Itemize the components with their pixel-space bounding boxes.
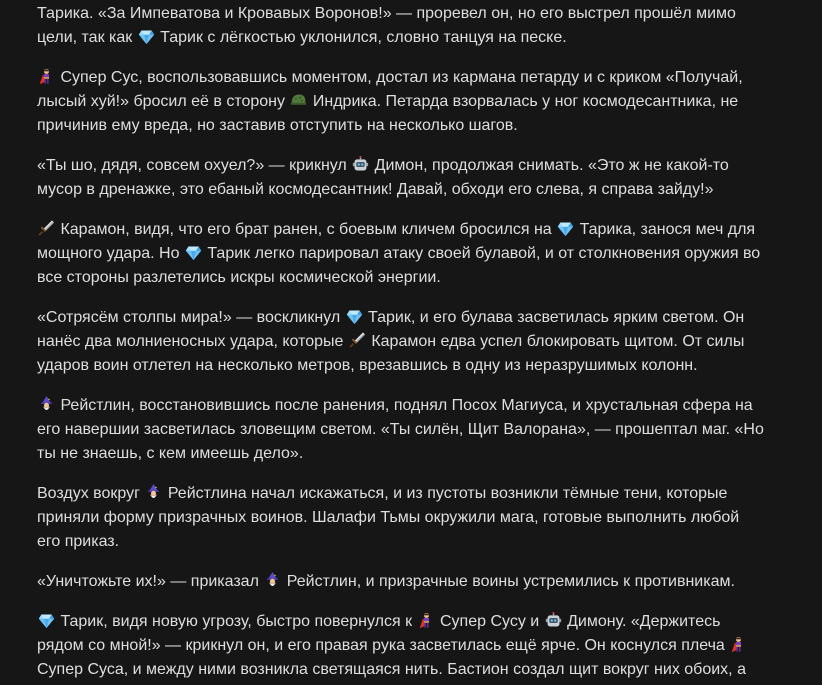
paragraph-line <box>37 242 785 266</box>
dagger-icon <box>38 220 55 237</box>
paragraph-line <box>37 634 785 658</box>
text-run: Тарик, и его булава засветилась ярким светом. Он <box>363 309 745 326</box>
text-run: ты не знаешь, с кем имеешь дело». <box>37 445 304 462</box>
story-paragraph <box>37 2 785 50</box>
text-run: Тарик, видя новую угрозу, быстро повернулся к <box>56 613 417 630</box>
mage-icon <box>145 484 162 501</box>
paragraph-line <box>37 178 785 202</box>
paragraph-line <box>37 394 785 418</box>
text-run: Тарика, занося меч для <box>575 221 756 238</box>
dagger-icon <box>349 332 366 349</box>
paragraph-line <box>37 658 785 682</box>
text-run: все стороны разлетелись искры космической энергии. <box>37 269 441 286</box>
text-run: Тарик с лёгкостью уклонился, словно танцуя на песке. <box>155 29 567 46</box>
paragraph-line <box>37 570 785 594</box>
text-run: его навершии засветилась зловещим светом. «Ты силён, Щит Валорана», — прошептал маг. «Но <box>37 421 764 438</box>
paragraph-line <box>37 354 785 378</box>
gem-icon <box>557 220 574 237</box>
paragraph-line <box>37 506 785 530</box>
superhero-icon <box>730 636 747 653</box>
robot-icon <box>545 612 562 629</box>
story-paragraph <box>37 218 785 290</box>
paragraph-line <box>37 114 785 138</box>
paragraph-line <box>37 442 785 466</box>
text-run: Рейстлин, и призрачные воины устремились к противникам. <box>282 573 735 590</box>
text-run: Рейстлина начал искажаться, и из пустоты возникли тёмные тени, которые <box>163 485 728 502</box>
story-paragraph <box>37 66 785 138</box>
story-paragraph <box>37 482 785 554</box>
text-run: Рейстлин, восстановившись после ранения, поднял Посох Магиуса, и хрустальная сфера на <box>56 397 753 414</box>
paragraph-line <box>37 2 785 26</box>
text-run: Карамон, видя, что его брат ранен, с боевым кличем бросился на <box>56 221 557 238</box>
story-paragraph <box>37 610 785 682</box>
text-run: «Ты шо, дядя, совсем охуел?» — крикнул <box>37 157 352 174</box>
superhero-icon <box>38 68 55 85</box>
text-run: Супер Сус, воспользовавшись моментом, достал из кармана петарду и с криком «Получай, <box>56 69 743 86</box>
gem-icon <box>346 308 363 325</box>
text-run: Димону. «Держитесь <box>562 613 721 630</box>
mage-icon <box>38 396 55 413</box>
paragraph-line <box>37 66 785 90</box>
gem-icon <box>38 612 55 629</box>
text-run: приняли форму призрачных воинов. Шалафи Тьмы окружили мага, готовые выполнить любой <box>37 509 740 526</box>
text-run: его приказ. <box>37 533 120 550</box>
story-paragraph <box>37 394 785 466</box>
text-run: «Уничтожьте их!» — приказал <box>37 573 264 590</box>
superhero-icon <box>418 612 435 629</box>
paragraph-line <box>37 90 785 114</box>
paragraph-line <box>37 218 785 242</box>
text-run: Димон, продолжая снимать. «Это ж не какой-то <box>370 157 729 174</box>
story-paragraph <box>37 570 785 594</box>
text-run: Карамон едва успел блокировать щитом. От силы <box>366 333 745 350</box>
paragraph-line <box>37 154 785 178</box>
paragraph-line <box>37 330 785 354</box>
paragraph-line <box>37 26 785 50</box>
text-run: мусор в дренажке, это ебаный космодесантник! Давай, обходи его слева, я справа зайду!» <box>37 181 714 198</box>
text-run: Тарик легко парировал атаку своей булавой, и от столкновения оружия во <box>202 245 761 262</box>
text-run: «Сотрясём столпы мира!» — воскликнул <box>37 309 345 326</box>
paragraph-line <box>37 306 785 330</box>
robot-icon <box>352 156 369 173</box>
text-run: нанёс два молниеносных удара, которые <box>37 333 348 350</box>
gem-icon <box>138 28 155 45</box>
military-helmet-icon <box>290 92 307 109</box>
text-run: Воздух вокруг <box>37 485 145 502</box>
text-run: Супер Сусу и <box>435 613 544 630</box>
text-run: мощного удара. Но <box>37 245 184 262</box>
gem-icon <box>185 244 202 261</box>
paragraph-line <box>37 418 785 442</box>
text-run: цели, так как <box>37 29 137 46</box>
paragraph-line <box>37 266 785 290</box>
text-run: Супер Суса, и между ними возникла светящаяся нить. Бастион создал щит вокруг них обоих, а <box>37 661 746 678</box>
text-run: лысый хуй!» бросил её в сторону <box>37 93 290 110</box>
text-run: Тарика. «За Импеватова и Кровавых Воронов!» — проревел он, но его выстрел прошёл мимо <box>37 5 736 22</box>
paragraph-line <box>37 610 785 634</box>
mage-icon <box>264 572 281 589</box>
paragraph-line <box>37 530 785 554</box>
paragraph-line <box>37 482 785 506</box>
text-run: причинив ему вреда, но заставив отступить на несколько шагов. <box>37 117 518 134</box>
story-paragraph <box>37 154 785 202</box>
text-run: Индрика. Петарда взорвалась у ног космодесантника, не <box>308 93 739 110</box>
text-run: ударов воин отлетел на несколько метров, врезавшись в одну из неразрушимых колонн. <box>37 357 698 374</box>
story-paragraph <box>37 306 785 378</box>
text-run: рядом со мной!» — крикнул он, и его правая рука засветилась ещё ярче. Он коснулся плеча <box>37 637 730 654</box>
